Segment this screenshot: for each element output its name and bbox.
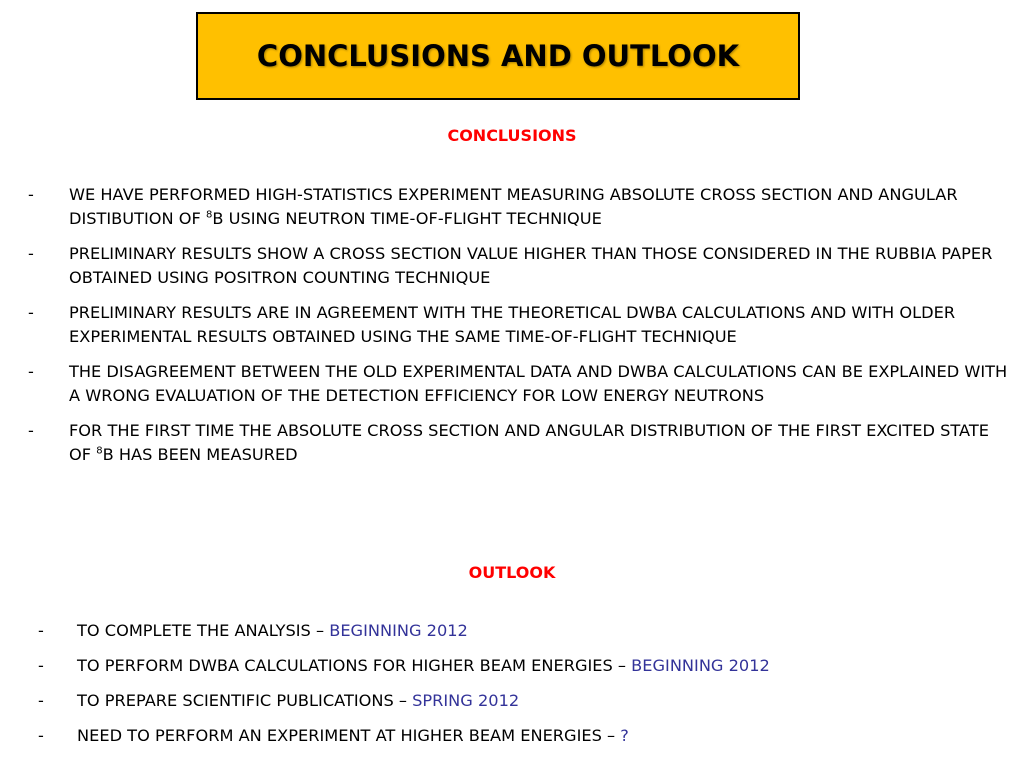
bullet-dash: - — [38, 691, 44, 710]
bullet-dash: - — [38, 656, 44, 675]
bullet-dash: - — [28, 244, 34, 263]
outlook-heading: OUTLOOK — [468, 563, 556, 582]
list-item-text: PRELIMINARY RESULTS SHOW A CROSS SECTION VALUE HIGHER THAN THOSE CONSIDERED IN THE RUBBIA PAPER OBTAINED USING POSITRON COUNTING TECHNIQUE — [69, 244, 993, 287]
list-item-text — [77, 654, 770, 678]
list-item-text — [77, 724, 629, 748]
outlook-task: TO COMPLETE THE ANALYSIS – — [77, 621, 330, 640]
list-item — [38, 689, 1008, 713]
outlook-date: BEGINNING 2012 — [631, 656, 770, 675]
bullet-dash: - — [38, 726, 44, 745]
superscript: 8 — [206, 209, 213, 221]
outlook-date: SPRING 2012 — [412, 691, 520, 710]
list-item — [38, 724, 1008, 748]
list-item — [28, 183, 1008, 231]
list-item-text — [77, 619, 468, 643]
slide-title: CONCLUSIONS AND OUTLOOK — [256, 39, 740, 73]
title-box — [196, 12, 800, 100]
bullet-dash: - — [28, 421, 34, 440]
list-item — [28, 419, 1008, 467]
bullet-dash: - — [28, 362, 34, 381]
bullet-dash: - — [38, 621, 44, 640]
list-item — [28, 360, 1008, 408]
outlook-list — [38, 619, 1008, 759]
list-item-text: PRELIMINARY RESULTS ARE IN AGREEMENT WITH THE THEORETICAL DWBA CALCULATIONS AND WITH OLDER EXPERIMENTAL RESULTS OBTAINED USING THE SAME TIME-OF-FLIGHT TECHNIQUE — [69, 303, 956, 346]
superscript: 8 — [96, 445, 103, 457]
bullet-dash: - — [28, 303, 34, 322]
list-item — [28, 301, 1008, 349]
list-item-text: FOR THE FIRST TIME THE ABSOLUTE CROSS SECTION AND ANGULAR DISTRIBUTION OF THE FIRST EXCITED STATE OF $^8$B HAS BEEN MEASURED — [69, 421, 989, 464]
list-item — [28, 242, 1008, 290]
list-item-text: WE HAVE PERFORMED HIGH-STATISTICS EXPERIMENT MEASURING ABSOLUTE CROSS SECTION AND ANGULAR DISTIBUTION OF $^8$B USING NEUTRON TIME-OF-FLIGHT TECHNIQUE — [69, 185, 958, 228]
conclusions-list — [28, 183, 1008, 478]
outlook-date: BEGINNING 2012 — [329, 621, 468, 640]
list-item-text — [77, 689, 519, 713]
bullet-dash: - — [28, 185, 34, 204]
list-item — [38, 654, 1008, 678]
conclusions-heading: CONCLUSIONS — [447, 126, 577, 145]
outlook-date: ? — [620, 726, 629, 745]
list-item — [38, 619, 1008, 643]
outlook-task: TO PREPARE SCIENTIFIC PUBLICATIONS – — [77, 691, 413, 710]
list-item-text: THE DISAGREEMENT BETWEEN THE OLD EXPERIMENTAL DATA AND DWBA CALCULATIONS CAN BE EXPLAINED WITH A WRONG EVALUATION OF THE DETECTION EFFICIENCY FOR LOW ENERGY NEUTRONS — [69, 362, 1008, 405]
outlook-task: NEED TO PERFORM AN EXPERIMENT AT HIGHER BEAM ENERGIES – — [77, 726, 621, 745]
outlook-task: TO PERFORM DWBA CALCULATIONS FOR HIGHER BEAM ENERGIES – — [77, 656, 632, 675]
